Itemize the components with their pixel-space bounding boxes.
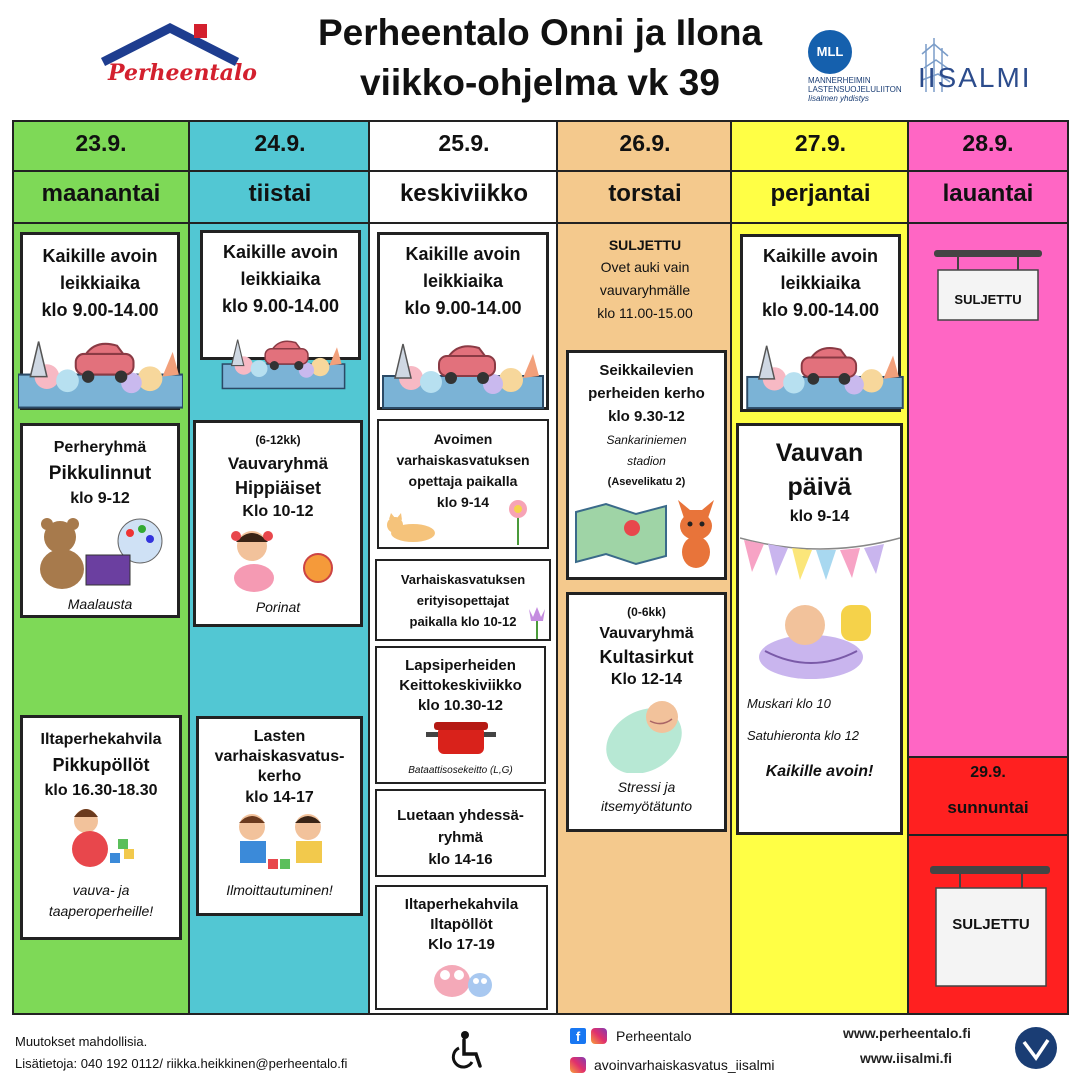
day-sunday: sunnuntai (947, 798, 1029, 817)
card-open-play-tuesday: Kaikille avoin leikkiaika klo 9.00-14.00 (200, 230, 361, 360)
day-tuesday: tiistai (248, 180, 312, 207)
baby-basket-icon (745, 595, 895, 683)
card-hippiaiset: (6-12kk) Vauvaryhmä Hippiäiset Klo 10-12 Porinat (193, 420, 363, 627)
instagram-icon[interactable] (570, 1057, 586, 1073)
website-iisalmi-link[interactable]: www.iisalmi.fi (860, 1050, 953, 1066)
saturday-closed-sign: SULJETTU (954, 292, 1022, 307)
date-sunday: 29.9. (970, 764, 1006, 781)
sunday-divider (909, 834, 1069, 836)
card-pikkupollot: Iltaperhekahvila Pikkupöllöt klo 16.30-18.30 vauva- ja taaperoperheille! (20, 715, 182, 940)
card-open-play-friday: Kaikille avoin leikkiaika klo 9.00-14.00 (740, 234, 901, 412)
map-fox-icon (572, 492, 722, 570)
iisalmi-logo-text: IISALMI (918, 62, 1032, 93)
card-erityisopettajat: Varhaiskasvatuksen erityisopettajat paikalla klo 10-12 (375, 559, 551, 641)
facebook-icon[interactable]: f (570, 1028, 586, 1044)
toybox-icon (745, 340, 905, 410)
day-friday: perjantai (770, 180, 871, 207)
card-iltapollot: Iltaperhekahvila Iltapöllöt Klo 17-19 (375, 885, 548, 1010)
card-open-play-wednesday: Kaikille avoin leikkiaika klo 9.00-14.00 (377, 232, 549, 410)
page-title: Perheentalo Onni ja Ilona viikko-ohjelma vk 39 (317, 12, 763, 103)
day-wednesday: keskiviikko (399, 180, 529, 207)
day-thursday: torstai (608, 180, 682, 207)
day-monday: maanantai (41, 180, 161, 207)
owls-icon (412, 955, 512, 999)
valtio-crest-icon (1014, 1026, 1058, 1070)
teddy-painting-icon (30, 511, 170, 591)
date-thursday: 26.9. (619, 130, 671, 156)
perheentalo-logo-text: Perheentalo (108, 60, 257, 86)
hanging-sign-icon (928, 244, 1048, 326)
card-open-play-monday: Kaikille avoin leikkiaika klo 9.00-14.00 (20, 232, 180, 410)
card-varhaiskasvatuskerho: Lasten varhaiskasvatus- kerho klo 14-17 Ilmoittautuminen! (196, 716, 363, 916)
thursday-closed-notice: SULJETTU Ovet auki vain vauvaryhmälle klo 11.00-15.00 (597, 237, 693, 321)
instagram-icon[interactable] (591, 1028, 607, 1044)
card-luetaan-yhdessa: Luetaan yhdessä- ryhmä klo 14-16 (375, 789, 546, 877)
card-seikkailevien-perheiden-kerho: Seikkailevien perheiden kerho klo 9.30-12 Sankariniemen stadion (Asevelikatu 2) (566, 350, 727, 580)
soup-pot-icon (426, 716, 496, 760)
date-wednesday: 25.9. (438, 130, 490, 156)
instagram-link[interactable]: avoinvarhaiskasvatus_iisalmi (594, 1057, 775, 1073)
card-kultasirkut: (0-6kk) Vauvaryhmä Kultasirkut Klo 12-14 Stressi ja itsemyötätunto (566, 592, 727, 832)
flower-icon (505, 497, 531, 545)
sunday-closed-sign: SULJETTU (952, 916, 1030, 933)
card-keittokeskiviikko: Lapsiperheiden Keittokeskiviikko klo 10.30-12 Bataattisosekeitto (L,G) (375, 646, 546, 784)
mll-logo-text: MANNERHEIMIN LASTENSUOJELULIITON Iisalmen yhdistys (808, 76, 902, 103)
day-saturday: lauantai (942, 180, 1034, 207)
header-divider-1 (12, 170, 1069, 172)
bunting-flags-icon (740, 530, 900, 590)
date-tuesday: 24.9. (254, 130, 306, 156)
kids-building-blocks-icon (210, 809, 350, 877)
swaddled-baby-icon (592, 691, 702, 773)
mll-logo-icon: MLL (808, 30, 852, 74)
website-perheentalo-link[interactable]: www.perheentalo.fi (843, 1025, 971, 1041)
toddler-playing-icon (46, 803, 156, 875)
date-monday: 23.9. (75, 130, 127, 156)
toybox-icon (381, 338, 545, 410)
facebook-link[interactable]: Perheentalo (616, 1028, 692, 1044)
baby-girl-ball-icon (208, 524, 348, 594)
toybox-icon (206, 335, 361, 390)
tulip-icon (525, 605, 549, 639)
card-vauvan-paiva: Vauvan päivä klo 9-14 Muskari klo 10 Satuhieronta klo 12 Kaikille avoin! (736, 423, 903, 835)
card-opettaja-paikalla: Avoimen varhaiskasvatuksen opettaja paikalla klo 9-14 (377, 419, 549, 549)
header-divider-2 (12, 222, 1069, 224)
toybox-icon (18, 335, 183, 410)
card-perheryhma: Perheryhmä Pikkulinnut klo 9-12 Maalausta (20, 423, 180, 618)
accessibility-icon (448, 1030, 484, 1070)
footer-info: Muutokset mahdollisia. Lisätietoja: 040 192 0112/ riikka.heikkinen@perheentalo.fi (15, 1034, 348, 1071)
date-saturday: 28.9. (962, 130, 1014, 156)
cat-icon (383, 513, 443, 545)
date-friday: 27.9. (794, 130, 847, 156)
